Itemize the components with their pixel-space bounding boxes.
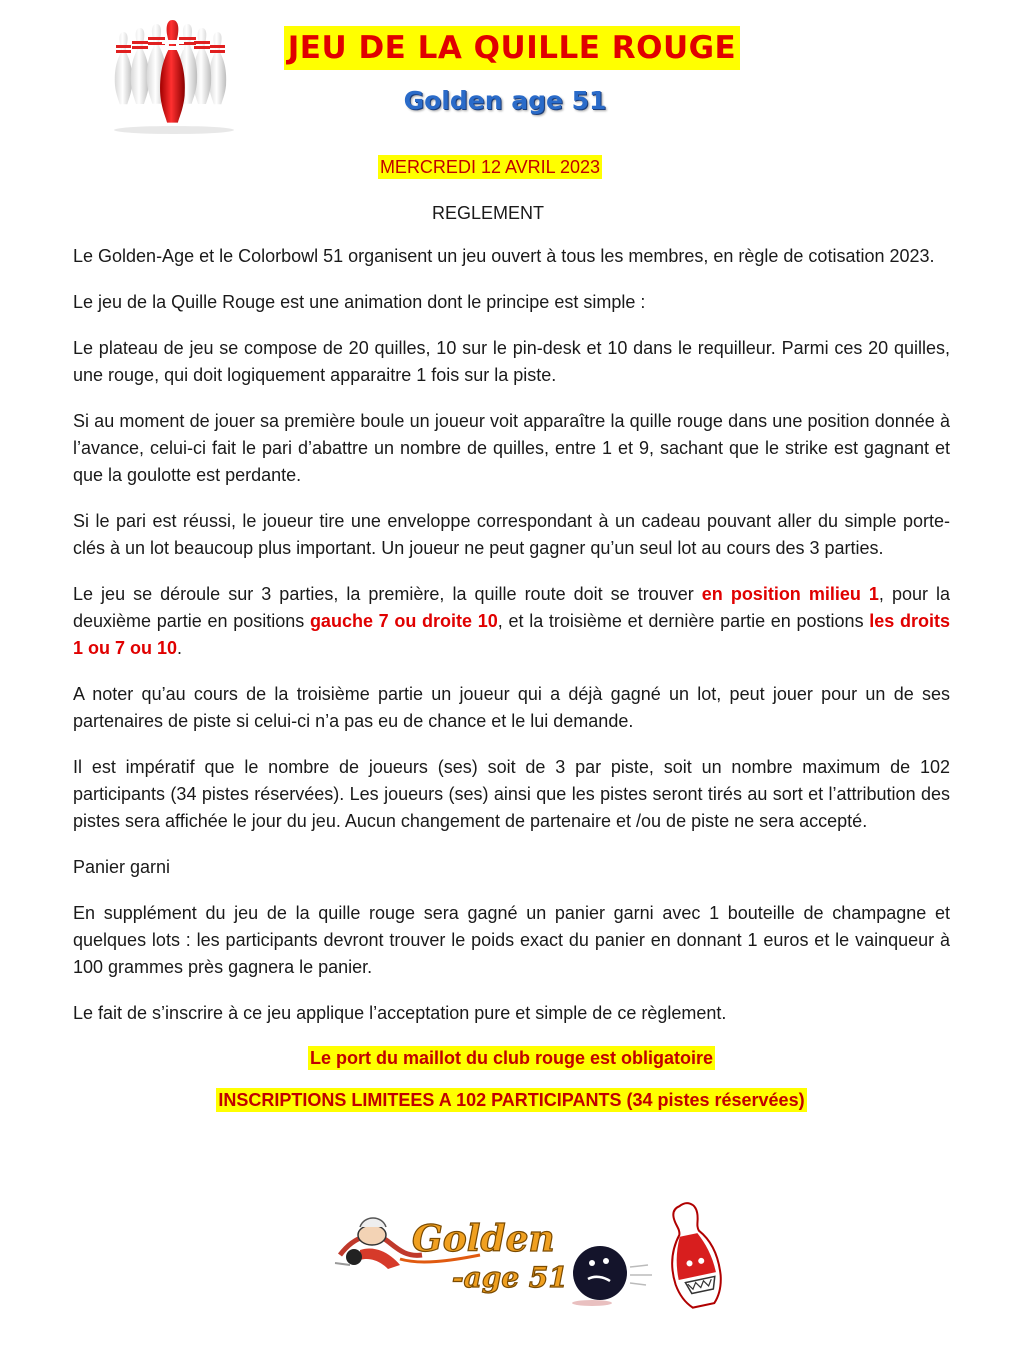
notice-maillot: Le port du maillot du club rouge est obligatoire — [309, 1048, 713, 1068]
paragraph-basket: En supplément du jeu de la quille rouge sera gagné un panier garni avec 1 bouteille de champagne et quelques lots : les participants devront trouver le poids exact du panier en donnant 1 euros et le vainqueur à 100 grammes près gagnera le panier. — [73, 903, 950, 977]
logo-text-main: Golden — [412, 1218, 555, 1260]
position-game-1: en position milieu 1 — [701, 584, 879, 604]
event-date: MERCREDI 12 AVRIL 2023 — [379, 157, 601, 177]
positions-text-2: , pour la deuxième partie en positions — [73, 584, 951, 631]
section-title: REGLEMENT — [431, 203, 545, 223]
notice-maillot-container — [73, 1046, 950, 1070]
position-game-2: gauche 7 ou droite 10 — [309, 611, 498, 631]
paragraph-participants: Il est impératif que le nombre de joueurs (ses) soit de 3 par piste, soit un nombre maximum de 102 participants (34 pistes réservées). Les joueurs (ses) ainsi que les pistes seront tirés au sort et l’attribution des pistes sera affichée le jour du jeu. Aucun changement de partenaire et /ou de piste ne sera accepté. — [73, 757, 950, 831]
rules-body — [73, 243, 950, 1130]
position-game-3: les droits 1 ou 7 ou 10 — [73, 611, 950, 658]
paragraph-acceptance: Le fait de s’inscrire à ce jeu applique l’acceptation pure et simple de ce règlement. — [73, 1003, 727, 1023]
logo-text-sub: -age 51 — [452, 1261, 568, 1294]
paragraph-bet: Si au moment de jouer sa première boule un joueur voit apparaître la quille rouge dans une position donnée à l’avance, celui-ci fait le pari d’abattre un nombre de quilles, entre 1 et 9, sachant que le strike est gagnant et que la goulotte est perdante. — [73, 411, 950, 485]
golden-age-text-logo — [400, 1218, 568, 1294]
positions-text-4: . — [177, 638, 183, 658]
title-container — [0, 26, 1024, 70]
date-container — [0, 155, 980, 179]
notice-inscriptions: INSCRIPTIONS LIMITEES A 102 PARTICIPANTS (34 pistes réservées) — [218, 1090, 805, 1110]
positions-text-3: , et la troisième et dernière partie en postions — [497, 611, 870, 631]
paragraph-positions — [73, 581, 950, 662]
paragraph-board: Le plateau de jeu se compose de 20 quilles, 10 sur le pin-desk et 10 dans le requilleur. Parmi ces 20 quilles, une rouge, qui doit logiquement apparaitre 1 fois sur la piste. — [73, 338, 950, 385]
bowling-ball-icon — [572, 1246, 652, 1306]
page-title: JEU DE LA QUILLE ROUGE — [284, 26, 740, 70]
paragraph-partner: A noter qu’au cours de la troisième partie un joueur qui a déjà gagné un lot, peut jouer pour un de ses partenaires de piste si celui-ci n’a pas eu de chance et le lui demande. — [73, 684, 950, 731]
paragraph-membership: Le Golden-Age et le Colorbowl 51 organisent un jeu ouvert à tous les membres, en règle de cotisation 2023. — [73, 246, 935, 266]
golden-age-logo — [330, 1195, 730, 1315]
notice-inscriptions-container — [73, 1088, 950, 1112]
angry-pin-icon — [659, 1199, 726, 1310]
page-subtitle: Golden age 51 — [403, 86, 607, 115]
paragraph-prize: Si le pari est réussi, le joueur tire une enveloppe correspondant à un cadeau pouvant aller du simple porte-clés à un lot beaucoup plus important. Un joueur ne peut gagner qu’un seul lot au cours des 3 parties. — [73, 511, 950, 558]
paragraph-basket-heading: Panier garni — [73, 857, 171, 877]
paragraph-principle: Le jeu de la Quille Rouge est une animation dont le principe est simple : — [73, 292, 646, 312]
positions-text-1: Le jeu se déroule sur 3 parties, la première, la quille route doit se trouver — [73, 584, 702, 604]
